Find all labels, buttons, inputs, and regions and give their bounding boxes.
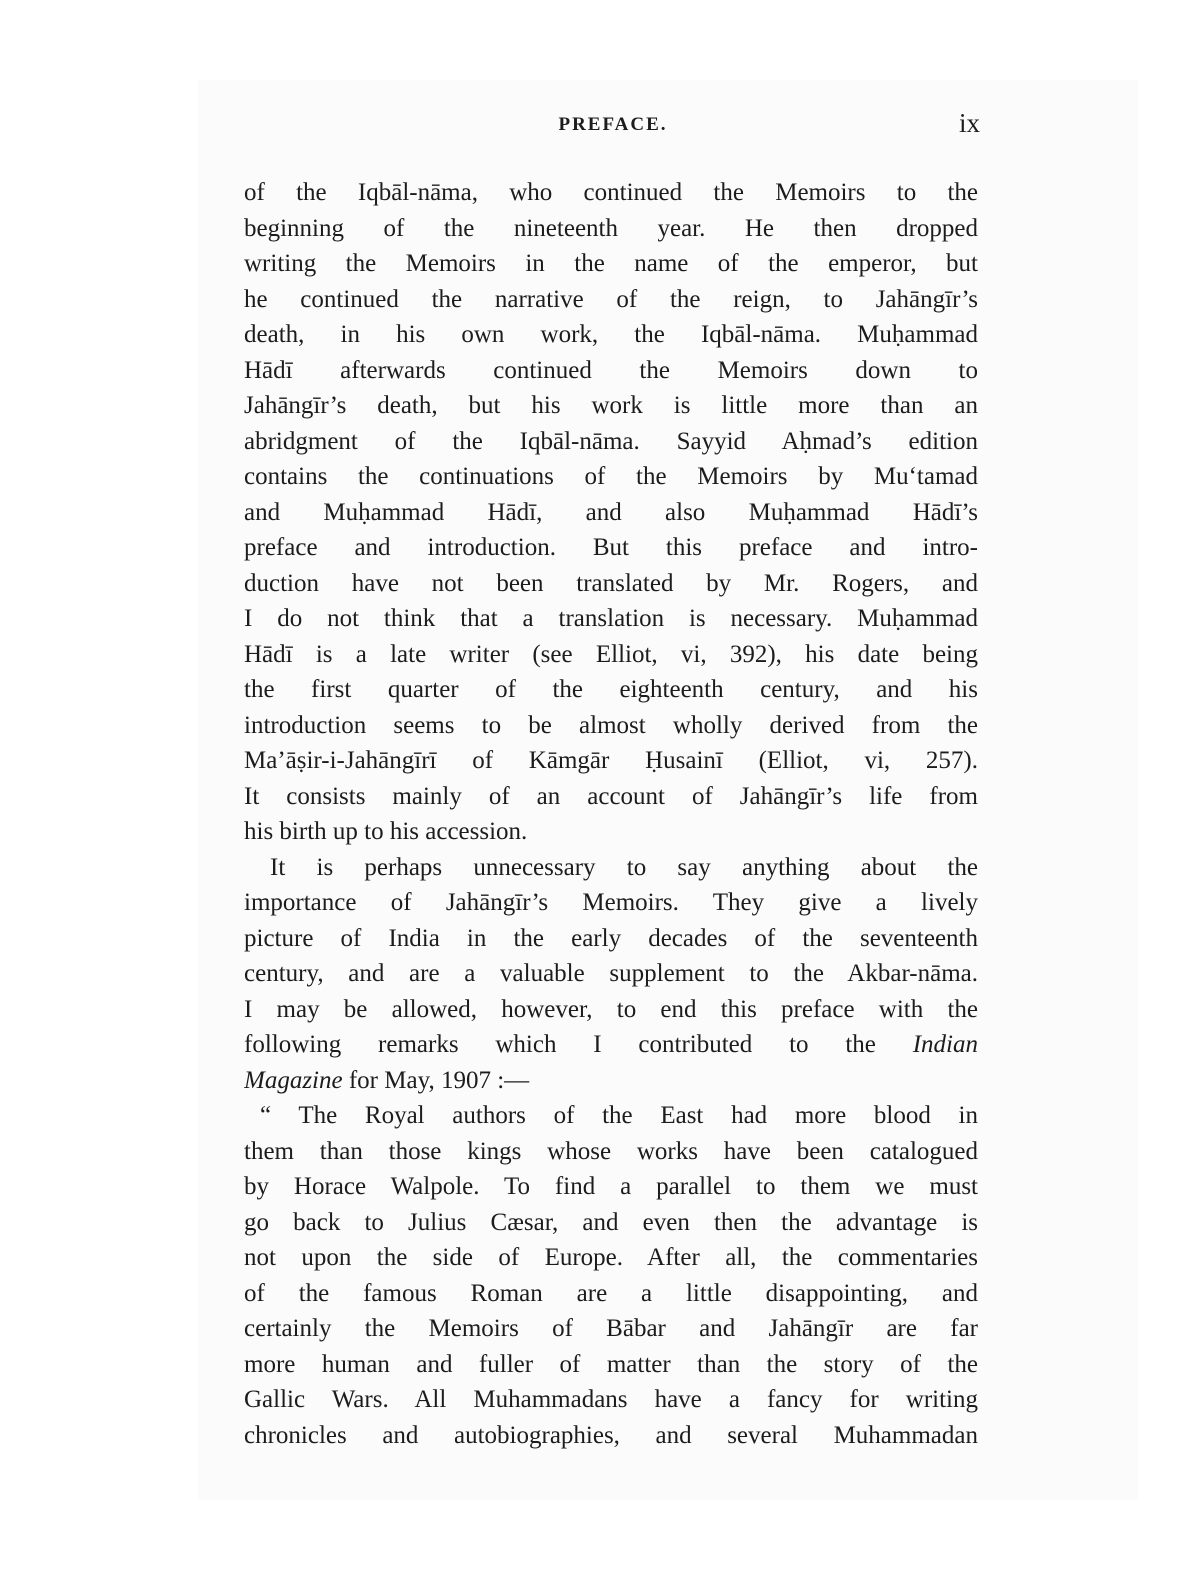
text-line: duction have not been translated by Mr. Rogers, and <box>244 569 978 597</box>
text-line <box>244 1063 978 1099</box>
text-line <box>244 1027 978 1063</box>
body-text <box>244 175 978 1453</box>
text-line: preface and introduction. But this preface and intro- <box>244 534 978 561</box>
text-run: following remarks which I contributed to the <box>244 1031 876 1058</box>
text-line: the first quarter of the eighteenth century, and his <box>244 676 978 703</box>
text-line: by Horace Walpole. To find a parallel to them we must <box>244 1173 978 1200</box>
text-line: more human and fuller of matter than the story of the <box>244 1350 978 1378</box>
text-line: death, in his own work, the Iqbāl-nāma. Muḥammad <box>244 321 978 348</box>
text-line: writing the Memoirs in the name of the emperor, but <box>244 250 978 277</box>
text-line: Hādī afterwards continued the Memoirs down to <box>244 356 978 384</box>
text-line: certainly the Memoirs of Bābar and Jahāngīr are far <box>244 1315 978 1342</box>
text-line: his birth up to his accession. <box>244 818 528 845</box>
running-title: PREFACE. <box>558 114 668 135</box>
text-line: beginning of the nineteenth year. He then dropped <box>244 214 978 242</box>
italic-title: Indian <box>912 1031 978 1058</box>
text-line: Jahāngīr’s death, but his work is little more than an <box>244 392 978 419</box>
text-line: abridgment of the Iqbāl-nāma. Sayyid Aḥmad’s edition <box>244 427 978 455</box>
text-run: for May, 1907 :— <box>348 1066 530 1094</box>
text-line: I do not think that a translation is necessary. Muḥammad <box>244 605 978 632</box>
text-line: he continued the narrative of the reign, to Jahāngīr’s <box>244 285 978 313</box>
running-head <box>246 106 980 142</box>
text-line: Ma’āṣir-i-Jahāngīrī of Kāmgār Ḥusainī (Elliot, vi, 257). <box>244 747 978 774</box>
text-line: chronicles and autobiographies, and several Muhammadan <box>244 1421 978 1449</box>
text-line: Gallic Wars. All Muhammadans have a fancy for writing <box>244 1386 978 1413</box>
text-line: “ The Royal authors of the East had more blood in <box>260 1102 978 1129</box>
text-line: importance of Jahāngīr’s Memoirs. They give a lively <box>244 889 978 916</box>
text-line: go back to Julius Cæsar, and even then the advantage is <box>244 1208 978 1236</box>
text-line: picture of India in the early decades of the seventeenth <box>244 924 978 952</box>
italic-title: Magazine <box>244 1066 343 1094</box>
text-line: It is perhaps unnecessary to say anything about the <box>270 853 978 881</box>
text-line: contains the continuations of the Memoirs by Mu‘tamad <box>244 463 978 490</box>
text-line: Hādī is a late writer (see Elliot, vi, 392), his date being <box>244 640 978 668</box>
text-line: century, and are a valuable supplement to the Akbar-nāma. <box>244 960 978 987</box>
text-line: not upon the side of Europe. After all, the commentaries <box>244 1244 978 1271</box>
text-line: and Muḥammad Hādī, and also Muḥammad Hādī’s <box>244 498 978 526</box>
text-line: of the famous Roman are a little disappointing, and <box>244 1279 978 1307</box>
text-line: I may be allowed, however, to end this preface with the <box>244 995 978 1023</box>
page-number: ix <box>958 108 980 138</box>
text-line: introduction seems to be almost wholly derived from the <box>244 711 978 739</box>
text-line: them than those kings whose works have been catalogued <box>244 1137 978 1165</box>
text-line: of the Iqbāl-nāma, who continued the Memoirs to the <box>244 179 978 206</box>
text-line: It consists mainly of an account of Jahāngīr’s life from <box>244 782 978 810</box>
